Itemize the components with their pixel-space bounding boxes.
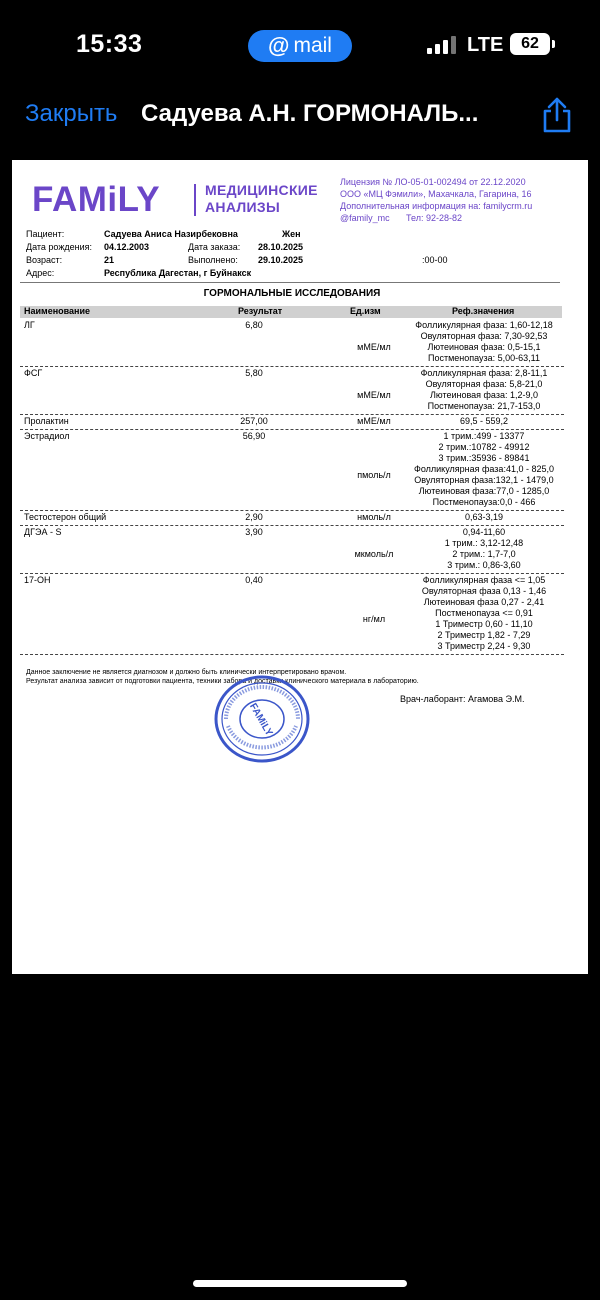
reference-line: 1 Триместр 0,60 - 11,10 [435, 619, 533, 629]
reference-line: Постменопауза: 21,7-153,0 [427, 401, 541, 411]
battery-level: 62 [521, 35, 539, 52]
table-row [24, 527, 564, 573]
row-separator [20, 510, 564, 511]
reference-line: 2 трим.: 1,7-7,0 [452, 549, 516, 559]
close-button[interactable]: Закрыть [25, 100, 118, 127]
test-unit: мМЕ/мл [357, 390, 391, 400]
reference-line: 69,5 - 559,2 [459, 416, 509, 426]
test-unit: нмоль/л [357, 512, 391, 522]
logo-subtitle-2: АНАЛИЗЫ [205, 199, 280, 215]
test-unit: мкмоль/л [354, 549, 394, 559]
license-line: Лицензия № ЛО-05-01-002494 от 22.12.2020 [340, 177, 526, 187]
reference-line: Фолликулярная фаза: 2,8-11,1 [420, 368, 548, 378]
table-row [24, 431, 564, 510]
address-line: ООО «МЦ Фэмили», Махачкала, Гагарина, 16 [340, 189, 532, 199]
reference-line: 1 трим.: 3,12-12,48 [444, 538, 524, 548]
reference-line: 3 Триместр 2,24 - 9,30 [437, 641, 531, 651]
col-unit: Ед.изм [350, 306, 381, 316]
table-row [24, 416, 564, 429]
reference-line: 3 трим.: 0,86-3,60 [447, 560, 521, 570]
clinic-stamp [212, 674, 312, 764]
reference-line: Овуляторная фаза 0,13 - 1,46 [421, 586, 547, 596]
test-result: 56,90 [242, 431, 266, 441]
reference-line: Постменопауза: 5,00-63,11 [427, 353, 541, 363]
reference-line: 2 Триместр 1,82 - 7,29 [437, 630, 531, 640]
reference-line: 2 трим.:10782 - 49912 [438, 442, 530, 452]
status-bar [0, 0, 600, 90]
test-reference [394, 431, 574, 508]
share-icon[interactable] [540, 96, 574, 134]
patient-age: 21 [104, 255, 115, 265]
col-result: Результат [238, 306, 283, 316]
results-table-header [20, 306, 562, 318]
reference-line: Фолликулярная фаза:41,0 - 825,0 [414, 464, 554, 474]
test-unit: мМЕ/мл [357, 416, 391, 426]
row-separator [20, 366, 564, 367]
test-reference [394, 575, 574, 652]
info-line: Дополнительная информация на: familycrm.ru [340, 201, 533, 211]
network-type: LTE [467, 34, 504, 56]
test-result: 6,80 [245, 320, 263, 330]
disclaimer-line: Результат анализа зависит от подготовки пациента, техники забора и доставки клинического материала в лабораторию. [26, 678, 419, 685]
test-unit: мМЕ/мл [357, 342, 391, 352]
test-result: 0,40 [245, 575, 263, 585]
home-indicator[interactable] [193, 1280, 407, 1287]
clinic-info [340, 176, 532, 224]
label-age: Возраст: [26, 255, 63, 265]
patient-address: Республика Дагестан, г Буйнакск [104, 268, 252, 278]
done-date: 29.10.2025 [258, 255, 304, 265]
test-name: Пролактин [24, 416, 69, 426]
reference-line: 0,94-11,60 [462, 527, 506, 537]
instagram-handle: @family_mc [340, 213, 390, 223]
label-dob: Дата рождения: [26, 242, 92, 252]
reference-line: Лютеиновая фаза: 0,5-15,1 [427, 342, 541, 352]
test-name: Тестостерон общий [24, 512, 107, 522]
at-icon: @ [268, 33, 290, 58]
test-result: 5,80 [245, 368, 263, 378]
test-reference [394, 368, 574, 412]
test-reference [394, 416, 574, 427]
test-result: 257,00 [240, 416, 268, 426]
row-separator [20, 414, 564, 415]
phone-number: Тел: 92-28-82 [406, 213, 462, 223]
test-reference [394, 512, 574, 523]
test-name: 17-ОН [24, 575, 51, 585]
battery-icon [510, 33, 550, 55]
reference-line: Лютеиновая фаза 0,27 - 2,41 [423, 597, 545, 607]
patient-dob: 04.12.2003 [104, 242, 150, 252]
back-to-mail-pill[interactable] [248, 30, 352, 62]
test-reference [394, 527, 574, 571]
test-name: Эстрадиол [24, 431, 70, 441]
label-patient: Пациент: [26, 229, 65, 239]
test-reference [394, 320, 574, 364]
test-name: ДГЭА - S [24, 527, 62, 537]
table-row [24, 512, 564, 525]
label-done-date: Выполнено: [188, 255, 238, 265]
reference-line: 1 трим.:499 - 13377 [443, 431, 525, 441]
table-row [24, 320, 564, 366]
cellular-signal-icon [427, 36, 457, 54]
row-separator [20, 525, 564, 526]
test-result: 2,90 [245, 512, 263, 522]
label-address: Адрес: [26, 268, 55, 278]
reference-line: Фолликулярная фаза <= 1,05 [422, 575, 546, 585]
disclaimer-line: Данное заключение не является диагнозом и должно быть клинически интерпретировано врачом. [26, 669, 347, 676]
logo-wordmark: FAMiLY [32, 180, 161, 219]
reference-line: Постменопауза:0,0 - 466 [432, 497, 536, 507]
done-time: :00-00 [422, 255, 448, 265]
reference-line: Фолликулярная фаза: 1,60-12,18 [415, 320, 553, 330]
row-separator [20, 573, 564, 574]
reference-line: 0,63-3,19 [464, 512, 504, 522]
stamp-text: FAMiLY [247, 701, 275, 738]
test-unit: нг/мл [362, 614, 386, 624]
test-name: ФСГ [24, 368, 43, 378]
test-unit: пмоль/л [357, 470, 391, 480]
order-date: 28.10.2025 [258, 242, 304, 252]
reference-line: Овуляторная фаза: 7,30-92,53 [420, 331, 548, 341]
reference-line: 3 трим.:35936 - 89841 [438, 453, 530, 463]
reference-line: Лютеиновая фаза:77,0 - 1285,0 [418, 486, 550, 496]
section-title: ГОРМОНАЛЬНЫЕ ИССЛЕДОВАНИЯ [203, 288, 381, 299]
logo-subtitle-1: МЕДИЦИНСКИЕ [205, 182, 318, 198]
row-separator [20, 654, 564, 655]
clock: 15:33 [76, 30, 143, 58]
label-order-date: Дата заказа: [188, 242, 241, 252]
document-title: Садуева А.Н. ГОРМОНАЛЬ... [141, 100, 479, 127]
test-name: ЛГ [24, 320, 35, 330]
reference-line: Постменопауза <= 0,91 [435, 608, 533, 618]
back-to-mail-label: mail [293, 34, 332, 57]
doctor-signature-line: Врач-лаборант: Агамова Э.М. [400, 694, 525, 704]
table-row [24, 368, 564, 414]
viewer-nav-bar [0, 92, 600, 142]
patient-sex: Жен [282, 229, 301, 239]
reference-line: Овуляторная фаза:132,1 - 1479,0 [414, 475, 554, 485]
table-row [24, 575, 564, 654]
family-logo [32, 180, 332, 220]
reference-line: Овуляторная фаза: 5,8-21,0 [425, 379, 543, 389]
col-name: Наименование [24, 306, 91, 316]
test-result: 3,90 [245, 527, 263, 537]
reference-line: Лютеиновая фаза: 1,2-9,0 [429, 390, 538, 400]
col-ref: Реф.значения [452, 306, 515, 316]
patient-name: Садуева Аниса Назирбековна [104, 229, 238, 239]
row-separator [20, 429, 564, 430]
lab-report-page [12, 160, 588, 974]
patient-info [26, 228, 556, 280]
